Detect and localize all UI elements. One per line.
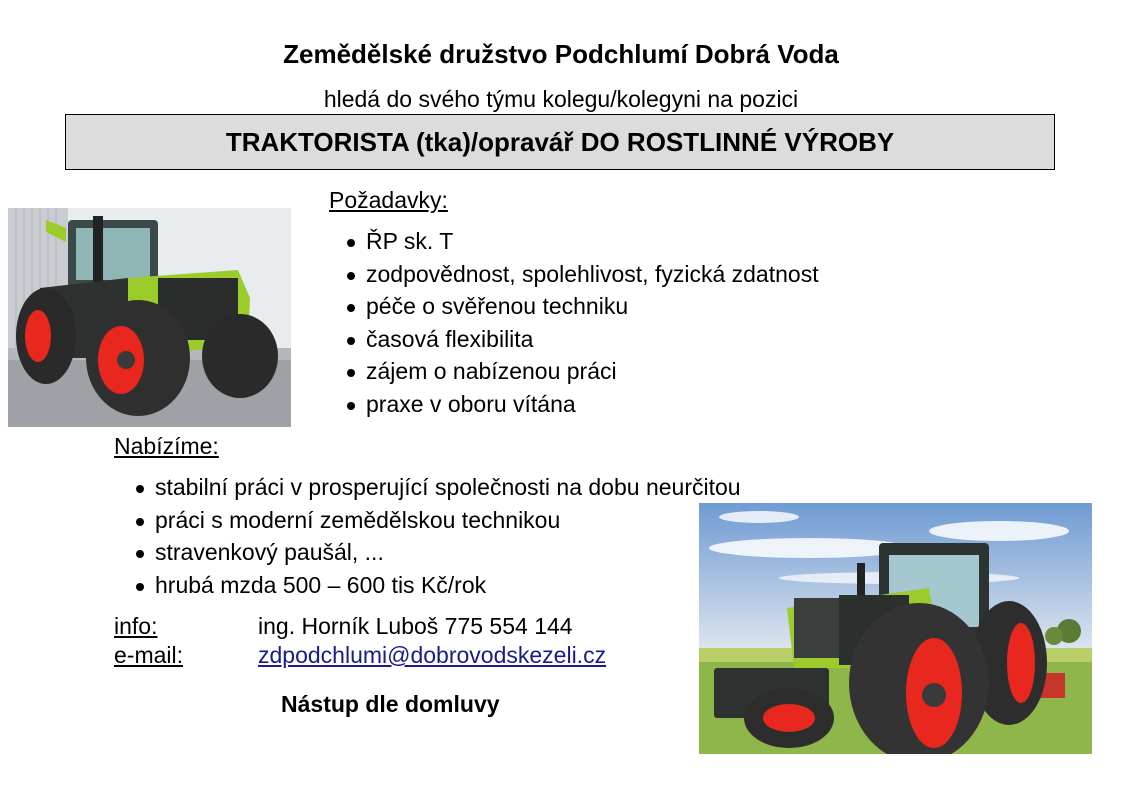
list-item: zájem o nabízenou práci [345, 355, 819, 388]
organization-name: Zemědělské družstvo Podchlumí Dobrá Voda [283, 39, 839, 69]
list-item: zodpovědnost, spolehlivost, fyzická zdatnost [345, 258, 819, 291]
list-item: hrubá mzda 500 – 600 tis Kč/rok [134, 569, 741, 602]
list-item: práci s moderní zemědělskou technikou [134, 504, 741, 537]
email-label: e-mail: [114, 642, 184, 668]
tractor-photo-field [699, 503, 1092, 754]
list-item: stravenkový paušál, ... [134, 536, 741, 569]
list-item: časová flexibilita [345, 323, 819, 356]
tractor-photo-parked [8, 208, 291, 427]
list-item: praxe v oboru vítána [345, 388, 819, 421]
requirements-section [329, 186, 819, 420]
start-note: Nástup dle domluvy [281, 691, 500, 717]
subtitle: hledá do svého týmu kolegu/kolegyni na pozici [323, 86, 799, 112]
email-row [114, 641, 606, 670]
offer-section [114, 432, 741, 601]
info-label: info: [114, 613, 158, 639]
offer-heading: Nabízíme: [114, 433, 219, 459]
requirements-heading: Požadavky: [329, 187, 448, 213]
contact-section [114, 612, 606, 670]
list-item: péče o svěřenou techniku [345, 290, 819, 323]
offer-list [134, 471, 741, 601]
requirements-list [345, 225, 819, 420]
list-item: ŘP sk. T [345, 225, 819, 258]
list-item: stabilní práci v prosperující společnosti na dobu neurčitou [134, 471, 741, 504]
position-title-box [65, 114, 1055, 170]
info-value: ing. Horník Luboš 775 554 144 [258, 613, 573, 639]
info-row [114, 612, 606, 641]
email-link[interactable]: zdpodchlumi@dobrovodskezeli.cz [258, 642, 607, 668]
position-title: TRAKTORISTA (tka)/opravář DO ROSTLINNÉ VÝROBY [225, 126, 895, 157]
